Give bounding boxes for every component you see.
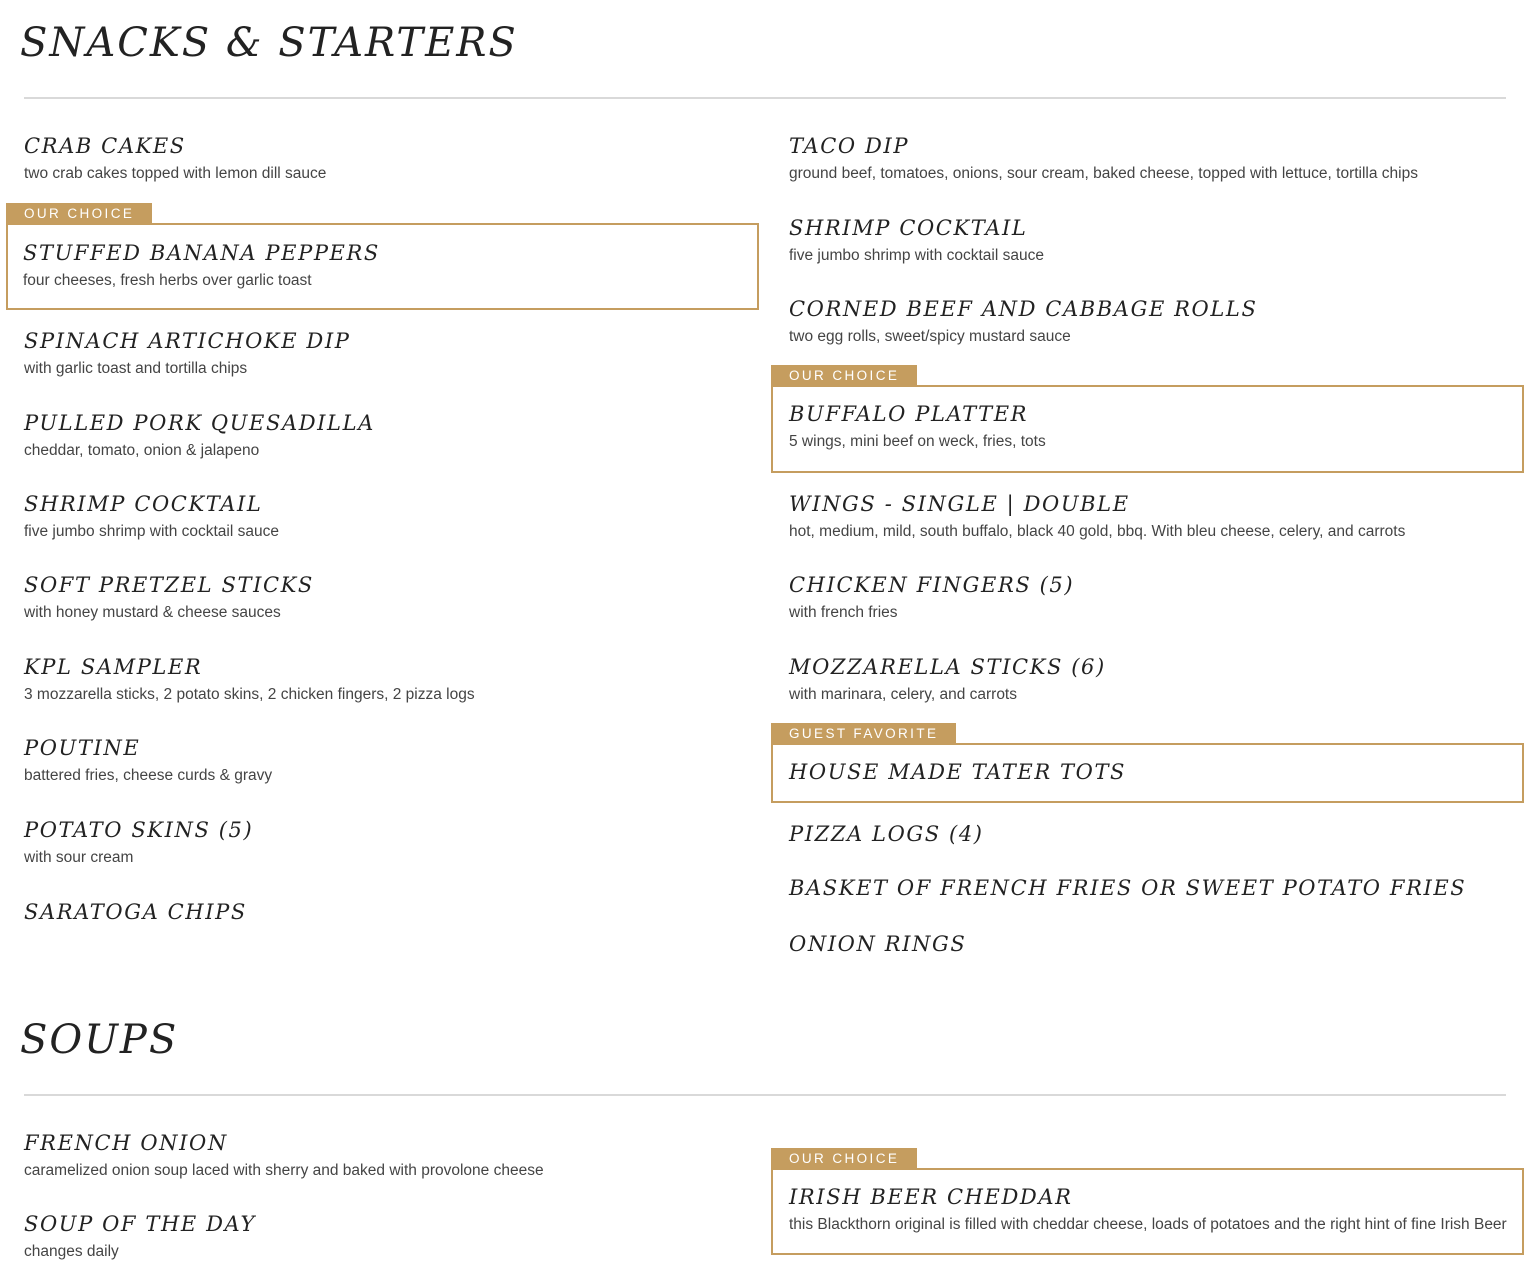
menu-item-name: KPL SAMPLER bbox=[24, 655, 203, 679]
menu-item-desc: caramelized onion soup laced with sherry and baked with provolone cheese bbox=[24, 1162, 544, 1179]
featured-badge: OUR CHOICE bbox=[6, 203, 152, 224]
menu-item-desc: with french fries bbox=[789, 604, 898, 621]
menu-item-desc: changes daily bbox=[24, 1243, 119, 1260]
menu-item bbox=[789, 216, 1044, 266]
menu-item bbox=[789, 573, 1074, 623]
menu-item bbox=[24, 134, 326, 184]
menu-item-name: POTATO SKINS (5) bbox=[24, 818, 254, 842]
featured-badge: GUEST FAVORITE bbox=[771, 723, 956, 744]
menu-item bbox=[24, 736, 272, 786]
menu-item bbox=[789, 655, 1106, 705]
menu-item-name: SHRIMP COCKTAIL bbox=[789, 216, 1028, 240]
featured-menu-item bbox=[6, 203, 759, 310]
menu-item-desc: hot, medium, mild, south buffalo, black 40 gold, bbq. With bleu cheese, celery, and carrots bbox=[789, 523, 1406, 540]
menu-item bbox=[24, 1131, 544, 1181]
menu-item-name: SARATOGA CHIPS bbox=[24, 900, 247, 924]
menu-item-desc: ground beef, tomatoes, onions, sour cream, baked cheese, topped with lettuce, tortilla chips bbox=[789, 165, 1418, 182]
menu-item bbox=[24, 818, 253, 868]
menu-item bbox=[24, 1212, 256, 1262]
menu-item-desc: 5 wings, mini beef on weck, fries, tots bbox=[789, 433, 1046, 450]
menu-item bbox=[789, 822, 984, 846]
menu-item-desc: this Blackthorn original is filled with cheddar cheese, loads of potatoes and the right hint of fine Irish Beer bbox=[789, 1216, 1507, 1233]
menu-item-name: IRISH BEER CHEDDAR bbox=[789, 1185, 1073, 1209]
menu-item-name: TACO DIP bbox=[789, 134, 910, 158]
menu-item bbox=[24, 411, 375, 461]
menu-item-name: PIZZA LOGS (4) bbox=[789, 822, 984, 846]
featured-badge: OUR CHOICE bbox=[771, 1148, 917, 1169]
featured-badge: OUR CHOICE bbox=[771, 365, 917, 386]
menu-item-name: HOUSE MADE TATER TOTS bbox=[789, 760, 1127, 784]
menu-item-desc: with sour cream bbox=[24, 849, 134, 866]
featured-menu-item bbox=[771, 1148, 1524, 1255]
menu-item-desc: two egg rolls, sweet/spicy mustard sauce bbox=[789, 328, 1071, 345]
menu-item-name: BUFFALO PLATTER bbox=[789, 402, 1029, 426]
menu-item-name: SPINACH ARTICHOKE DIP bbox=[24, 329, 351, 353]
menu-item-name: MOZZARELLA STICKS (6) bbox=[789, 655, 1106, 679]
menu-item bbox=[24, 573, 314, 623]
menu-item-name: CORNED BEEF AND CABBAGE ROLLS bbox=[789, 297, 1258, 321]
menu-item-desc: with marinara, celery, and carrots bbox=[789, 686, 1017, 703]
menu-item bbox=[789, 876, 1466, 900]
menu-item bbox=[789, 932, 966, 956]
menu-item bbox=[789, 134, 1418, 184]
menu-item-name: SHRIMP COCKTAIL bbox=[24, 492, 263, 516]
menu-item-name: POUTINE bbox=[24, 736, 141, 760]
menu-item-desc: battered fries, cheese curds & gravy bbox=[24, 767, 273, 784]
menu-item bbox=[789, 492, 1405, 542]
featured-menu-item bbox=[771, 723, 1524, 803]
section-divider bbox=[24, 97, 1506, 99]
menu-item bbox=[24, 655, 475, 705]
menu-item-name: ONION RINGS bbox=[789, 932, 967, 956]
menu-item bbox=[24, 329, 350, 379]
menu-item-name: CRAB CAKES bbox=[24, 134, 186, 158]
menu-item bbox=[24, 492, 279, 542]
section-title-soups: SOUPS bbox=[20, 1017, 179, 1063]
menu-item bbox=[24, 900, 247, 924]
menu-item-desc: with honey mustard & cheese sauces bbox=[24, 604, 281, 621]
section-divider bbox=[24, 1094, 1506, 1096]
menu-item-name: PULLED PORK QUESADILLA bbox=[24, 411, 375, 435]
menu-item-name: BASKET OF FRENCH FRIES OR SWEET POTATO FRIES bbox=[789, 876, 1467, 900]
menu-item-desc: four cheeses, fresh herbs over garlic toast bbox=[23, 272, 312, 289]
featured-menu-item bbox=[771, 365, 1524, 473]
section-title-snacks: SNACKS & STARTERS bbox=[20, 20, 518, 66]
menu-item-name: STUFFED BANANA PEPPERS bbox=[23, 241, 380, 265]
menu-item-desc: with garlic toast and tortilla chips bbox=[24, 360, 248, 377]
menu-item-desc: 3 mozzarella sticks, 2 potato skins, 2 chicken fingers, 2 pizza logs bbox=[24, 686, 475, 703]
menu-item bbox=[789, 297, 1257, 347]
menu-item-desc: five jumbo shrimp with cocktail sauce bbox=[24, 523, 279, 540]
menu-item-name: FRENCH ONION bbox=[24, 1131, 228, 1155]
menu-item-name: CHICKEN FINGERS (5) bbox=[789, 573, 1075, 597]
menu-item-name: SOUP OF THE DAY bbox=[24, 1212, 256, 1236]
menu-item-desc: cheddar, tomato, onion & jalapeno bbox=[24, 442, 260, 459]
menu-item-desc: two crab cakes topped with lemon dill sauce bbox=[24, 165, 327, 182]
menu-item-name: SOFT PRETZEL STICKS bbox=[24, 573, 314, 597]
menu-item-name: WINGS - SINGLE | DOUBLE bbox=[789, 492, 1130, 516]
menu-item-desc: five jumbo shrimp with cocktail sauce bbox=[789, 247, 1044, 264]
